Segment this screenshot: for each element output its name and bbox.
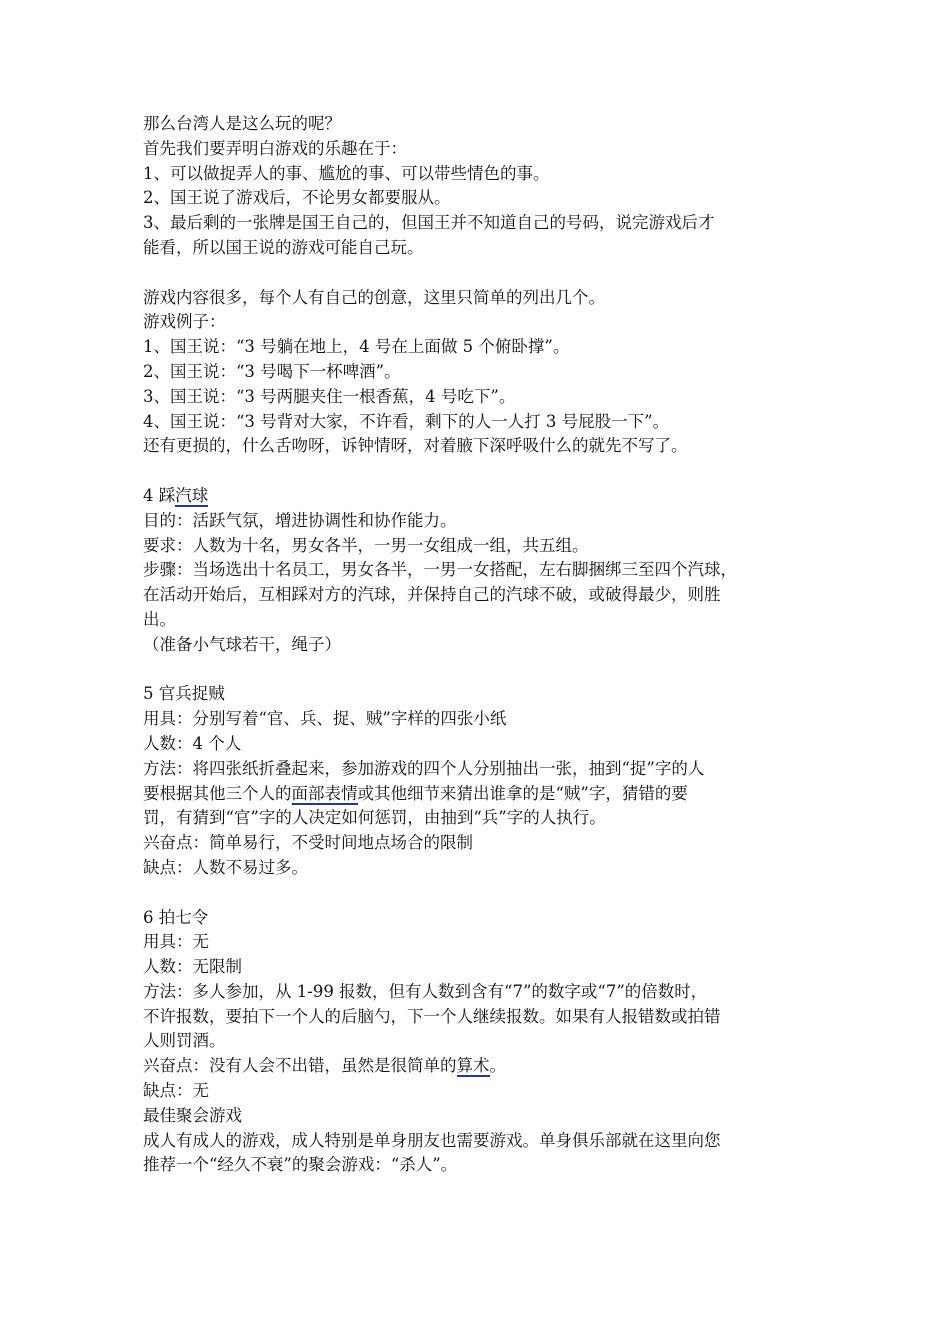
game5-method: 方法：将四张纸折叠起来，参加游戏的四个人分别抽出一张，抽到“捉”字的人 xyxy=(143,758,705,778)
intro-line: 首先我们要弄明白游戏的乐趣在于： xyxy=(143,138,407,158)
examples-line: 还有更损的，什么舌吻呀，诉钟情呀，对着腋下深呼吸什么的就先不写了。 xyxy=(143,436,688,456)
game6-method: 人则罚酒。 xyxy=(143,1031,226,1051)
blank-line xyxy=(143,881,823,906)
game5-method-text: 或其他细节来猜出谁拿的是“贼”字，猜错的要 xyxy=(357,783,688,803)
examples-line: 2、国王说：“3 号喝下一杯啤酒”。 xyxy=(143,361,401,381)
examples-line: 3、国王说：“3 号两腿夹住一根香蕉，4 号吃下”。 xyxy=(143,386,516,406)
game6-tools: 用具：无 xyxy=(143,932,209,952)
game6-excite-text: 。 xyxy=(489,1056,506,1076)
intro-line: 那么台湾人是这么玩的呢？ xyxy=(143,114,341,133)
game4-steps: 出。 xyxy=(143,609,176,629)
game4-purpose: 目的：活跃气氛，增进协调性和协作能力。 xyxy=(143,510,457,530)
game4-steps: 步骤：当场选出十名员工，男女各半，一男一女搭配，左右脚捆绑三至四个汽球， xyxy=(143,560,737,580)
intro-line: 2、国王说了游戏后，不论男女都要服从。 xyxy=(143,188,451,208)
game5-excite: 兴奋点：简单易行，不受时间地点场合的限制 xyxy=(143,833,473,853)
game6-players: 人数：无限制 xyxy=(143,957,242,977)
game4-title-prefix: 4 踩 xyxy=(143,485,176,505)
party-title: 最佳聚会游戏 xyxy=(143,1105,242,1125)
intro-line: 3、最后剩的一张牌是国王自己的，但国王并不知道自己的号码，说完游戏后才 xyxy=(143,213,715,233)
examples-line: 游戏内容很多，每个人有自己的创意，这里只简单的列出几个。 xyxy=(143,287,605,307)
facial-expression-link[interactable]: 面部表情 xyxy=(291,783,358,803)
game6-excite xyxy=(143,1054,823,1079)
party-line: 推荐一个“经久不衰”的聚会游戏：“杀人”。 xyxy=(143,1155,458,1175)
game6-drawback: 缺点：无 xyxy=(143,1081,209,1101)
balloon-link[interactable]: 汽球 xyxy=(175,485,209,505)
arithmetic-link[interactable]: 算术 xyxy=(456,1056,490,1076)
game6-excite-text: 兴奋点：没有人会不出错，虽然是很简单的 xyxy=(143,1056,457,1076)
party-line: 成人有成人的游戏，成人特别是单身朋友也需要游戏。单身俱乐部就在这里向您 xyxy=(143,1130,721,1150)
game6-method: 方法：多人参加，从 1-99 报数，但有人数到含有“7”的数字或“7”的倍数时， xyxy=(143,981,708,1001)
game4-steps: 在活动开始后，互相踩对方的汽球，并保持自己的汽球不破，或破得最少，则胜 xyxy=(143,585,721,605)
game4-requirement: 要求：人数为十名，男女各半，一男一女组成一组，共五组。 xyxy=(143,535,589,555)
game6-title: 6 拍七令 xyxy=(143,907,209,927)
blank-line xyxy=(143,261,823,286)
intro-line: 1、可以做捉弄人的事、尴尬的事、可以带些情色的事。 xyxy=(143,163,550,183)
game4-note: （准备小气球若干，绳子） xyxy=(143,634,341,654)
game5-drawback: 缺点：人数不易过多。 xyxy=(143,857,308,877)
game4-title xyxy=(143,484,823,509)
game5-method-text: 要根据其他三个人的 xyxy=(143,783,292,803)
game5-players: 人数：4 个人 xyxy=(143,733,242,753)
examples-line: 4、国王说：“3 号背对大家，不许看，剩下的人一人打 3 号屁股一下”。 xyxy=(143,411,670,431)
blank-line xyxy=(143,658,823,683)
examples-line: 游戏例子： xyxy=(143,312,226,332)
game5-title: 5 官兵捉贼 xyxy=(143,684,225,704)
examples-line: 1、国王说：“3 号躺在地上，4 号在上面做 5 个俯卧撑”。 xyxy=(143,337,570,357)
game5-method xyxy=(143,782,823,807)
game6-method: 不许报数，要拍下一个人的后脑勺，下一个人继续报数。如果有人报错数或拍错 xyxy=(143,1006,721,1026)
game5-tools: 用具：分别写着“官、兵、捉、贼”字样的四张小纸 xyxy=(143,709,507,729)
intro-line: 能看，所以国王说的游戏可能自己玩。 xyxy=(143,237,424,257)
game5-method: 罚，有猜到“官”字的人决定如何惩罚，由抽到“兵”字的人执行。 xyxy=(143,808,606,828)
document-page xyxy=(143,112,823,1178)
blank-line xyxy=(143,459,823,484)
